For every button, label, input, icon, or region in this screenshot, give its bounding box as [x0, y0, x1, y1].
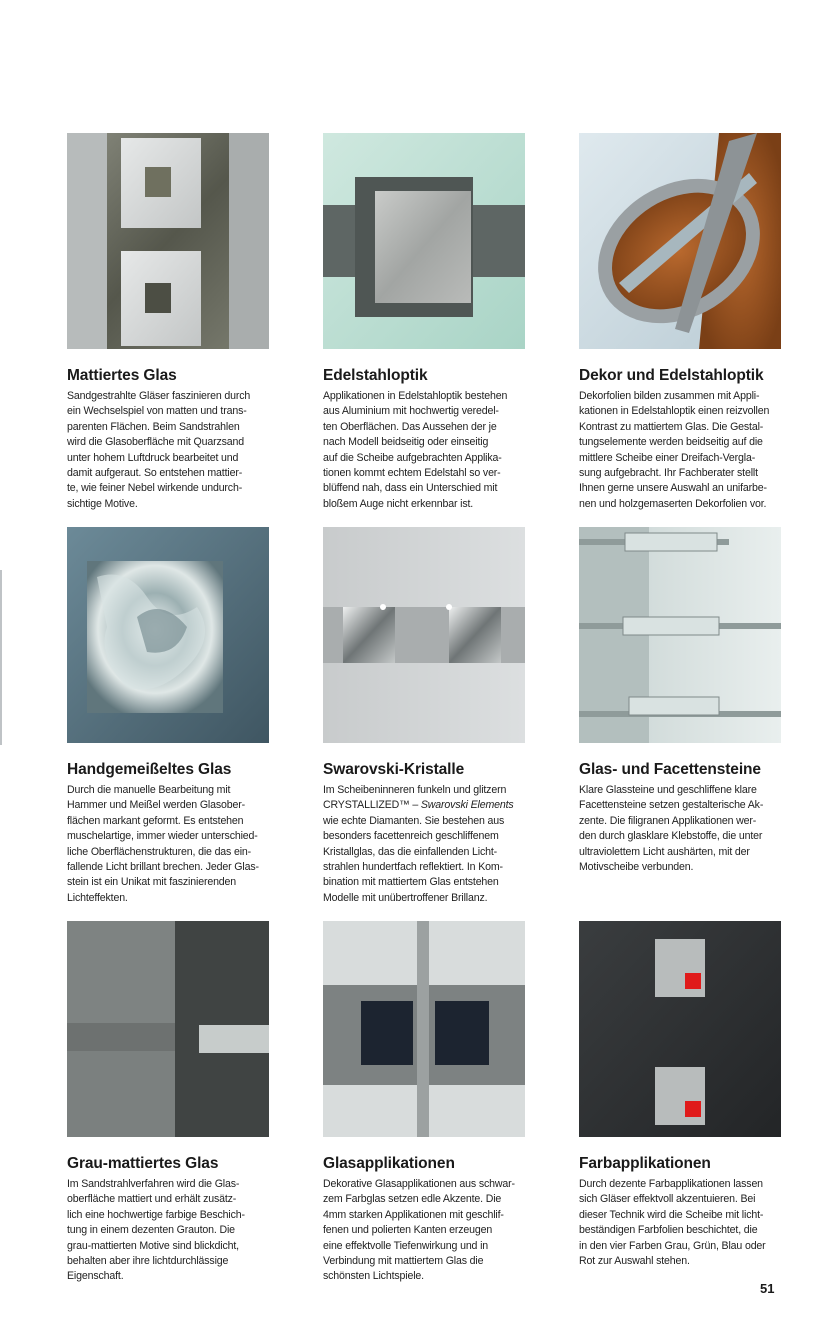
card-dekor-edelstahloptik [579, 133, 781, 512]
card-text: Durch dezente Farbapplikationen lassen sich Gläser effektvoll akzentuieren. Bei dieser Technik wird die Scheibe mit licht- beständigen Farbfolien beschichtet, die in den vier Farben Grau, Grün, Blau oder Rot zur Auswahl stehen. [579, 1178, 766, 1268]
card-text: Durch die manuelle Bearbeitung mit Hammer und Meißel werden Glasober- flächen markant geformt. Es entstehen muschelartige, immer wieder unterschied- liche Oberflächenstrukturen, die das ein- fallende Licht brillant brechen. Jeder Glas- stein ist ein Unikat mit faszinierenden Lichteffekten. [67, 784, 259, 904]
card-grau-mattiertes-glas [67, 921, 269, 1285]
photo-edelstahloptik [323, 133, 525, 349]
photo-handgemeisseltes-glas [67, 527, 269, 743]
page-edge-mark [0, 570, 2, 745]
card-text: Im Scheibeninneren funkeln und glitzern CRYSTALLIZED™ – Swarovski Elements wie echte Diamanten. Sie bestehen aus besonders facettenreich geschliffenem Kristallglas, das die einfallenden Licht- strahlen hundertfach reflektiert. In Kom- bination mit mattiertem Glas entstehen Modelle mit unübertroffener Brillanz. [323, 784, 514, 904]
photo-mattiertes-glas [67, 133, 269, 349]
card-title: Swarovski-Kristalle [323, 761, 465, 778]
photo-swarovski-kristalle [323, 527, 525, 743]
card-text: Klare Glassteine und geschliffene klare Facettensteine setzen gestalterische Ak- zente. Die filigranen Applikationen wer- den durch glasklare Klebstoffe, die unter ultraviolettem Licht aushärten, mit der Motivscheibe verbunden. [579, 784, 764, 874]
card-text: Im Sandstrahlverfahren wird die Glas- oberfläche mattiert und erhält zusätz- lich eine hochwertige farbige Beschich- tung in einem dezenten Grauton. Die grau-mattierten Motive sind blickdicht, behalten aber ihre lichtdurchlässige Eigenschaft. [67, 1178, 245, 1283]
photo-grau-mattiertes-glas [67, 921, 269, 1137]
card-title: Glasapplikationen [323, 1155, 455, 1172]
photo-dekor-edelstahloptik [579, 133, 781, 349]
card-glas-facettensteine [579, 527, 781, 875]
card-title: Grau-mattiertes Glas [67, 1155, 219, 1172]
card-text: Dekorfolien bilden zusammen mit Appli- kationen in Edelstahloptik einen reizvollen Kontrast zu mattiertem Glas. Die Gestal- tungselemente werden beidseitig auf die mittlere Scheibe einer Dreifach-Vergla- sung aufgebracht. Ihr Fachberater stellt Ihnen gerne unsere Auswahl an unifarbe- nen und holzgemaserten Dekorfolien vor. [579, 390, 770, 510]
card-title: Edelstahloptik [323, 367, 428, 384]
card-swarovski-kristalle [323, 527, 525, 906]
card-mattiertes-glas [67, 133, 269, 512]
card-title: Glas- und Facettensteine [579, 761, 761, 778]
card-edelstahloptik [323, 133, 525, 512]
card-title: Dekor und Edelstahloptik [579, 367, 764, 384]
card-title: Farbapplikationen [579, 1155, 711, 1172]
photo-glasapplikationen [323, 921, 525, 1137]
card-title: Handgemeißeltes Glas [67, 761, 232, 778]
photo-farbapplikationen [579, 921, 781, 1137]
card-text: Applikationen in Edelstahloptik bestehen aus Aluminium mit hochwertig veredel- ten Oberflächen. Das Aussehen der je nach Modell beidseitig oder einseitig auf die Scheibe aufgebrachten Applika- tionen kommt echtem Edelstahl so ver- blüffend nah, dass ein Unterschied mit bloßem Auge nicht erkennbar ist. [323, 390, 508, 510]
card-farbapplikationen [579, 921, 781, 1269]
photo-glas-facettensteine [579, 527, 781, 743]
card-title: Mattiertes Glas [67, 367, 177, 384]
card-text: Sandgestrahlte Gläser faszinieren durch ein Wechselspiel von matten und trans- parenten Flächen. Beim Sandstrahlen wird die Glasoberfläche mit Quarzsand unter hohem Luftdruck bearbeitet und damit aufgeraut. So entstehen mattier- te, wie feiner Nebel wirkende undurch- sichtige Motive. [67, 390, 251, 510]
card-handgemeisseltes-glas [67, 527, 269, 906]
card-glasapplikationen [323, 921, 525, 1285]
page-number: 51 [760, 1281, 775, 1296]
card-text: Dekorative Glasapplikationen aus schwar- zem Farbglas setzen edle Akzente. Die 4mm starken Applikationen mit geschlif- fenen und polierten Kanten erzeugen eine effektvolle Tiefenwirkung und in Verbindung mit mattiertem Glas die schönsten Lichtspiele. [323, 1178, 515, 1283]
